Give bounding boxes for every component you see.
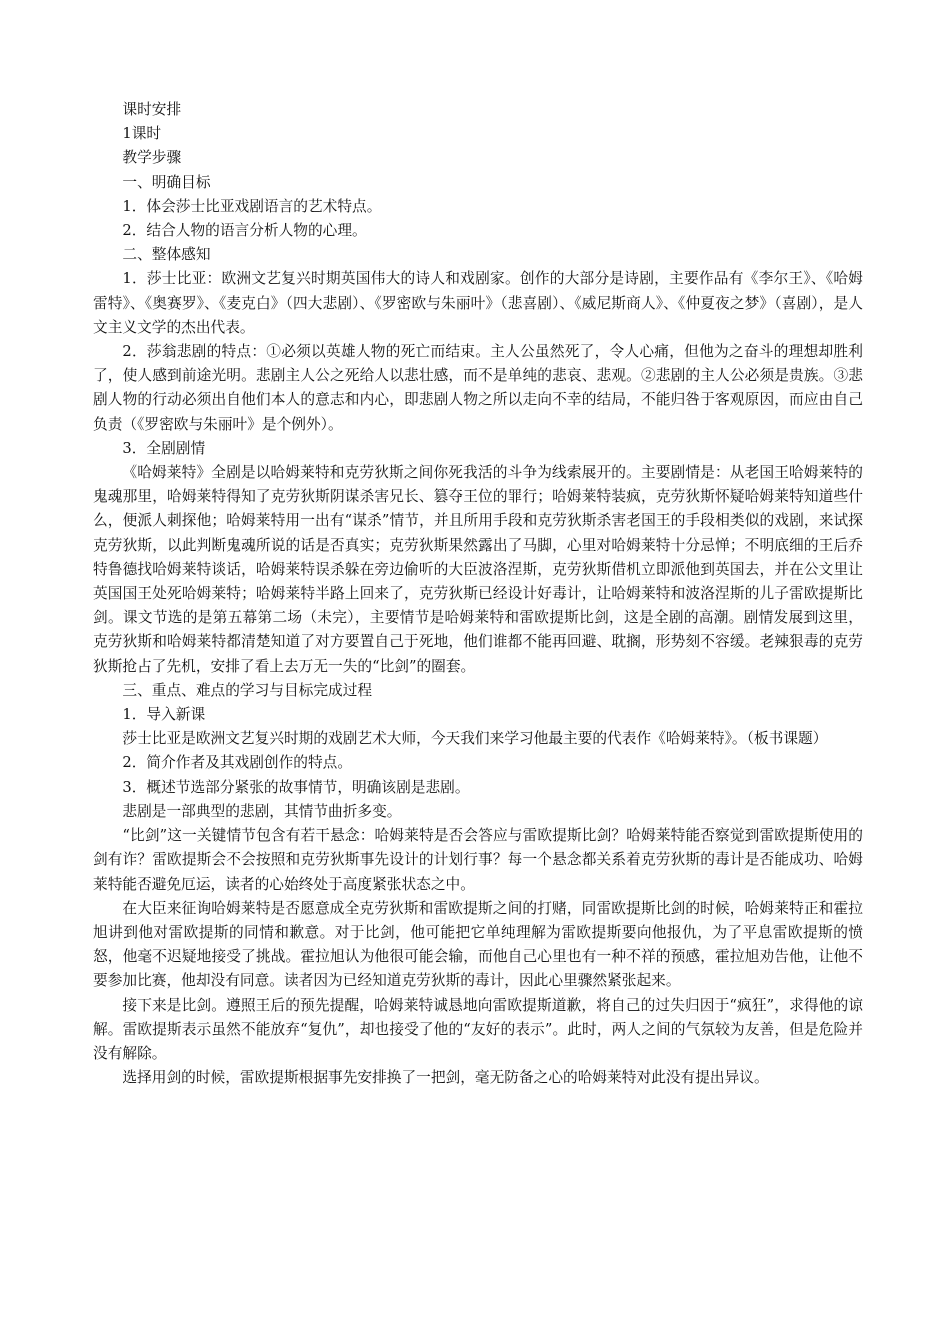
step-item-intro: 1．导入新课 <box>122 706 206 724</box>
section-heading-overview: 二、整体感知 <box>122 246 211 264</box>
duel-paragraph: 接下来是比剑。遵照王后的预先提醒，哈姆莱特诚恳地向雷欧提斯道歉，将自己的过失归因于“疯狂”，求得他的谅解。雷欧提斯表示虽然不能放弃“复仇”，却也接受了他的“友好的表示”。此时，两人之间的气氛较为友善，但是危险并没有解除。 <box>93 996 863 1062</box>
goal-item-2: 2．结合人物的语言分析人物的心理。 <box>122 222 367 240</box>
tragedy-statement: 悲剧是一部典型的悲剧，其情节曲折多变。 <box>122 802 402 820</box>
step-item-summary: 3．概述节选部分紧张的故事情节，明确该剧是悲剧。 <box>122 778 470 796</box>
suspense-paragraph: “比剑”这一关键情节包含有若干悬念：哈姆莱特是否会答应与雷欧提斯比剑？哈姆莱特能否察觉到雷欧提斯使用的剑有诈？雷欧提斯会不会按照和克劳狄斯事先设计的计划行事？每一个悬念都关系着克劳狄斯的毒计是否能成功、哈姆莱特能否避免厄运，读者的心始终处于高度紧张状态之中。 <box>93 827 863 893</box>
heading-steps: 教学步骤 <box>122 149 182 167</box>
overview-item-tragedy-features: 2．莎翁悲剧的特点：①必须以英雄人物的死亡而结束。主人公虽然死了，令人心痛，但他为之奋斗的理想却胜利了，使人感到前途光明。悲剧主人公之死给人以悲壮感，而不是单纯的悲哀、悲观。②悲剧的主人公必须是贵族。③悲剧人物的行动必须出自他们本人的意志和内心，即悲剧人物之所以走向不幸的结局，不能归咎于客观原因，而应由自己负责（《罗密欧与朱丽叶》是个例外）。 <box>93 343 863 433</box>
section-heading-key-points: 三、重点、难点的学习与目标完成过程 <box>122 681 373 699</box>
overview-item-plot-heading: 3．全剧剧情 <box>122 439 206 457</box>
schedule-value: 1课时 <box>122 125 162 143</box>
sword-choice-paragraph: 选择用剑的时候，雷欧提斯根据事先安排换了一把剑，毫无防备之心的哈姆莱特对此没有提出异议。 <box>122 1069 769 1087</box>
intro-paragraph: 莎士比亚是欧洲文艺复兴时期的戏剧艺术大师，今天我们来学习他最主要的代表作《哈姆莱特》。（板书课题） <box>122 730 828 748</box>
plot-summary-paragraph: 《哈姆莱特》全剧是以哈姆莱特和克劳狄斯之间你死我活的斗争为线索展开的。主要剧情是：从老国王哈姆莱特的鬼魂那里，哈姆莱特得知了克劳狄斯阴谋杀害兄长、篡夺王位的罪行；哈姆莱特装疯，克劳狄斯怀疑哈姆莱特知道些什么，便派人刺探他；哈姆莱特用一出有“谋杀”情节，并且所用手段和克劳狄斯杀害老国王的手段相类似的戏剧，来试探克劳狄斯，以此判断鬼魂所说的话是否真实；克劳狄斯果然露出了马脚，心里对哈姆莱特十分忌惮；不明底细的王后乔特鲁德找哈姆莱特谈话，哈姆莱特误杀躲在旁边偷听的大臣波洛涅斯，克劳狄斯借机立即派他到英国去，并在公文里让英国国王处死哈姆莱特；哈姆莱特半路上回来了，克劳狄斯已经设计好毒计，让哈姆莱特和波洛涅斯的儿子雷欧提斯比剑。课文节选的是第五幕第二场（未完），主要情节是哈姆莱特和雷欧提斯比剑，这是全剧的高潮。剧情发展到这里，克劳狄斯和哈姆莱特都清楚知道了对方要置自己于死地，他们谁都不能再回避、耽搁，形势刻不容缓。老辣狠毒的克劳狄斯抢占了先机，安排了看上去万无一失的“比剑”的圈套。 <box>93 464 863 675</box>
step-item-author: 2．简介作者及其戏剧创作的特点。 <box>122 754 353 772</box>
document-body <box>93 98 863 1090</box>
challenge-paragraph: 在大臣来征询哈姆莱特是否愿意成全克劳狄斯和雷欧提斯之间的打赌，同雷欧提斯比剑的时候，哈姆莱特正和霍拉旭讲到他对雷欧提斯的同情和歉意。对于比剑，他可能把它单纯理解为雷欧提斯要向他报仇，为了平息雷欧提斯的愤怒，他毫不迟疑地接受了挑战。霍拉旭认为他很可能会输，而他自己心里也有一种不祥的预感，霍拉旭劝告他，让他不要参加比赛，他却没有同意。读者因为已经知道克劳狄斯的毒计，因此心里骤然紧张起来。 <box>93 899 863 990</box>
heading-schedule: 课时安排 <box>122 101 182 118</box>
overview-item-shakespeare: 1．莎士比亚：欧洲文艺复兴时期英国伟大的诗人和戏剧家。创作的大部分是诗剧，主要作品有《李尔王》、《哈姆雷特》、《奥赛罗》、《麦克白》（四大悲剧）、《罗密欧与朱丽叶》（悲喜剧）、《威尼斯商人》、《仲夏夜之梦》（喜剧），是人文主义文学的杰出代表。 <box>93 270 863 336</box>
section-heading-goals: 一、明确目标 <box>122 173 211 191</box>
goal-item-1: 1．体会莎士比亚戏剧语言的艺术特点。 <box>122 197 382 215</box>
